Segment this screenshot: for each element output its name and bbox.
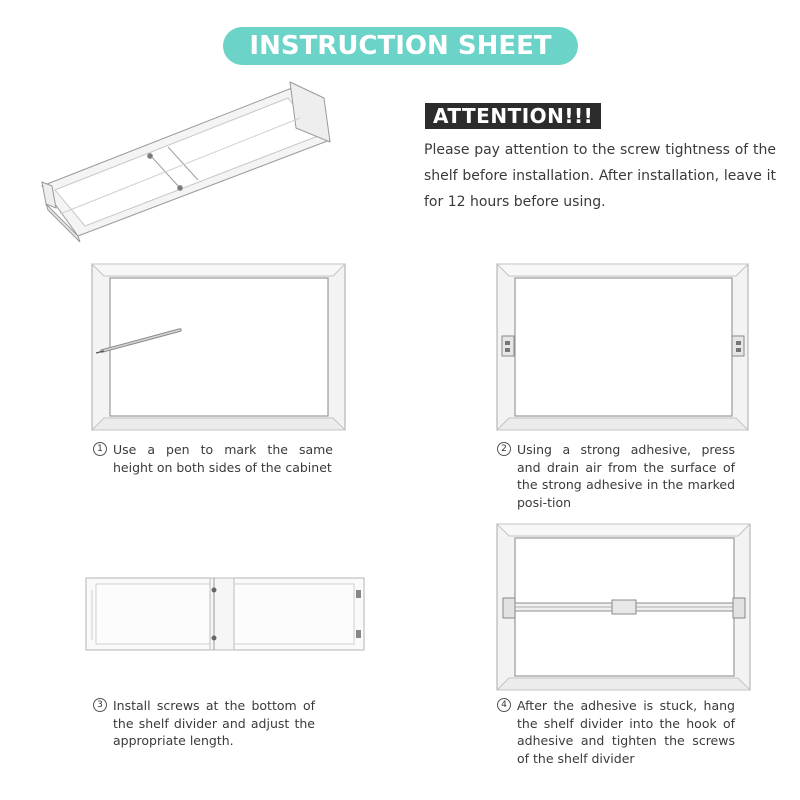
step-4-text: After the adhesive is stuck, hang the shelf divider into the hook of adhesive and tighten the screws of the shelf divider [517,698,735,766]
step-4-illustration [497,524,750,690]
step-1-number: 1 [93,442,107,456]
page-title: INSTRUCTION SHEET [249,31,552,61]
step-3-caption [93,697,315,750]
step-1-illustration [92,264,345,430]
step-1-caption [93,441,333,476]
step-2-number: 2 [497,442,511,456]
attention-body: Please pay attention to the screw tightness of the shelf before installation. After installation, leave it for 12 hours before using. [424,142,776,210]
shelf-product-illustration [42,82,330,242]
step-1-text: Use a pen to mark the same height on both sides of the cabinet [113,442,333,475]
adhesive-hook-left-icon [502,336,514,356]
step-3-number: 3 [93,698,107,712]
step-4-number: 4 [497,698,511,712]
adhesive-hook-right-icon [732,336,744,356]
step-4-caption [497,697,735,767]
attention-heading-text: ATTENTION!!! [433,104,594,128]
step-3-text: Install screws at the bottom of the shelf divider and adjust the appropriate length. [113,698,315,748]
step-3-illustration [86,578,364,650]
step-2-text: Using a strong adhesive, press and drain air from the surface of the strong adhesive in the marked posi-tion [517,442,735,510]
step-2-illustration [497,264,748,430]
step-2-caption [497,441,735,511]
